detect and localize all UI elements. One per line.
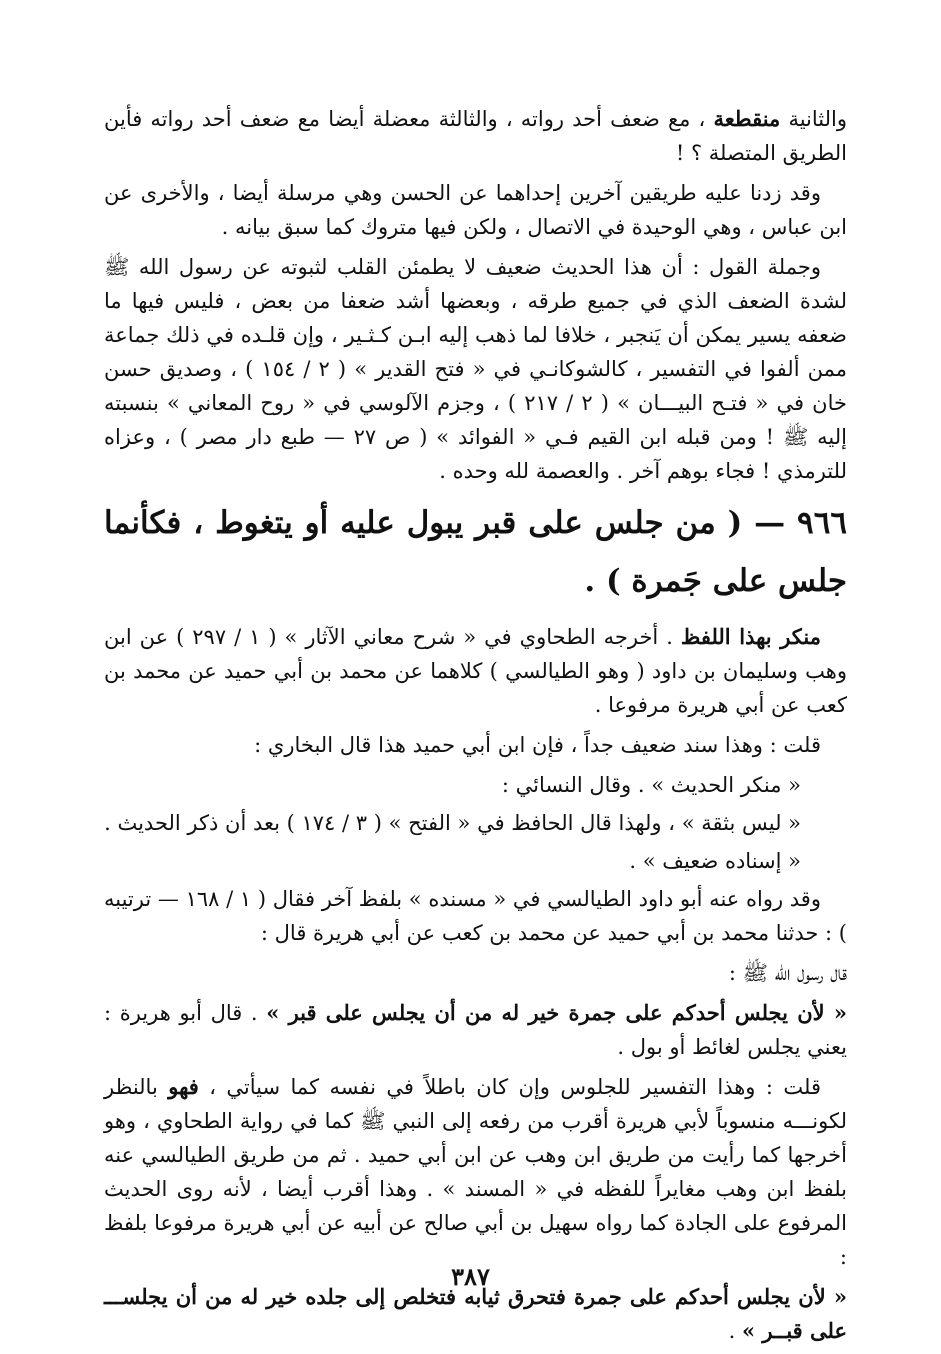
text-run: وقد رواه عنه أبو داود الطيالسي في « مسنده » بلفظ آخر فقال ( ١ / ١٦٨ — ترتيبه ) : حدثنا محمد بن أبي حميد عن محمد بن كعب عن أبي هريرة قال : [104, 887, 847, 945]
text-run: . أخرجه الطحاوي في « شرح معاني الآثار » ( ١ / ٢٩٧ ) عن ابن وهب وسليمان بن داود ( وهو الطيالسي ) كلاهما عن محمد بن أبي حميد عن محمد بن كعب عن أبي هريرة مرفوعا . [104, 625, 847, 717]
text-run: وجملة القول : أن هذا الحديث ضعيف لا يطمئن القلب لثبوته عن رسول الله ﷺ لشدة الضعف الذي في جميع طرقه ، وبعضها أشد ضعفا من بعض ، فليس فيها ما ضعفه يسير يمكن أن يَنجبر ، خلافا لما ذهب إليه ابـن كـثـير ، وإن قلـده في ذلك جماعة ممن ألفوا في التفسير ، كالشوكانـي في « فتح القدير » ( ٢ / ١٥٤ ) ، وصديق حسن خان في « فتـح البيـــان » ( ٢ / ٢١٧ ) ، وجزم الآلوسي في « روح المعاني » بنسبته إليه ﷺ ! ومن قبله ابن القيم فـي « الفوائد » ( ص ٢٧ — طبع دار مصر ) ، وعزاه للترمذي ! فجاء بوهم آخر . والعصمة لله وحده . [104, 255, 848, 483]
paragraph [104, 956, 847, 990]
bold-text-run: منكر بهذا اللفظ [680, 624, 821, 649]
bold-text-run: فهو [168, 1074, 199, 1099]
bold-text-run: ٩٦٦ — ( من جلس على قبر يبول عليه أو يتغوط ، فكأنما جلس على جَمرة ) . [104, 505, 847, 599]
quoted-line [104, 806, 847, 840]
hadith-heading [104, 494, 847, 610]
paragraph [104, 620, 847, 722]
text-run: . [728, 1319, 742, 1343]
paragraph [104, 728, 847, 762]
text-run: « منكر الحديث » . وقال النسائي : [501, 773, 801, 797]
text-run: ، مع ضعف أحد رواته ، والثالثة معضلة أيضا مع ضعف أحد رواته فأين الطريق المتصلة ؟ ! [104, 107, 847, 165]
text-run: « إسناده ضعيف » . [629, 849, 801, 873]
paragraph [104, 882, 847, 950]
bold-text-run: منقطعة [713, 106, 781, 131]
text-run: قلت : وهذا التفسير للجلوس وإن كان باطلاً في نفسه كما سيأتي ، [198, 1075, 821, 1099]
text-run: بالنظر لكونـــه منسوباً لأبي هريرة أقرب من رفعه إلى النبي ﷺ كما في رواية الطحاوي ، وهو أخرجها كما رأيت من طريق ابن وهب عن ابن أبي حميد . ثم من طريق الطيالسي عنه بلفظ ابن وهب مغايراً للفظه في « المسند » . وهذا أقرب أيضا ، لأنه روى الحديث المرفوع على الجادة كما رواه سهيل بن أبي صالح عن أبيه عن أبي هريرة مرفوعا بلفظ : [104, 1075, 847, 1269]
paragraph [104, 250, 847, 488]
bold-text-run: « لأن يجلس أحدكم على جمرة فتحرق ثيابه فتخلص إلى جلده خير له من أن يجلســـ على قبــر » [104, 1284, 847, 1343]
paragraph [104, 102, 847, 170]
quoted-line [104, 844, 847, 878]
quoted-line [104, 768, 847, 802]
bold-text-run: « لأن يجلس أحدكم على جمرة خير له من أن يجلس على قبر » [266, 1000, 847, 1025]
text-run: قال رسول الله ﷺ : [728, 961, 847, 985]
paragraph [104, 1070, 847, 1274]
text-run: قلت : وهذا سند ضعيف جداً ، فإن ابن أبي حميد هذا قال البخاري : [254, 733, 821, 757]
paragraph [104, 176, 847, 244]
text-run: وقد زدنا عليه طريقين آخرين إحداهما عن الحسن وهي مرسلة أيضا ، والأخرى عن ابن عباس ، وهي الوحيدة في الاتصال ، ولكن فيها متروك كما سبق بيانه . [104, 181, 847, 239]
page-number: ٣٨٧ [451, 1262, 490, 1291]
text-run: . قال أبو هريرة : يعني يجلس لغائط أو بول . [104, 1001, 847, 1059]
text-run: والثانية [780, 107, 847, 131]
text-run: « ليس بثقة » ، ولهذا قال الحافظ في « الفتح » ( ٣ / ١٧٤ ) بعد أن ذكر الحديث . [104, 811, 801, 835]
paragraph [104, 996, 847, 1064]
page-body [104, 102, 847, 1348]
